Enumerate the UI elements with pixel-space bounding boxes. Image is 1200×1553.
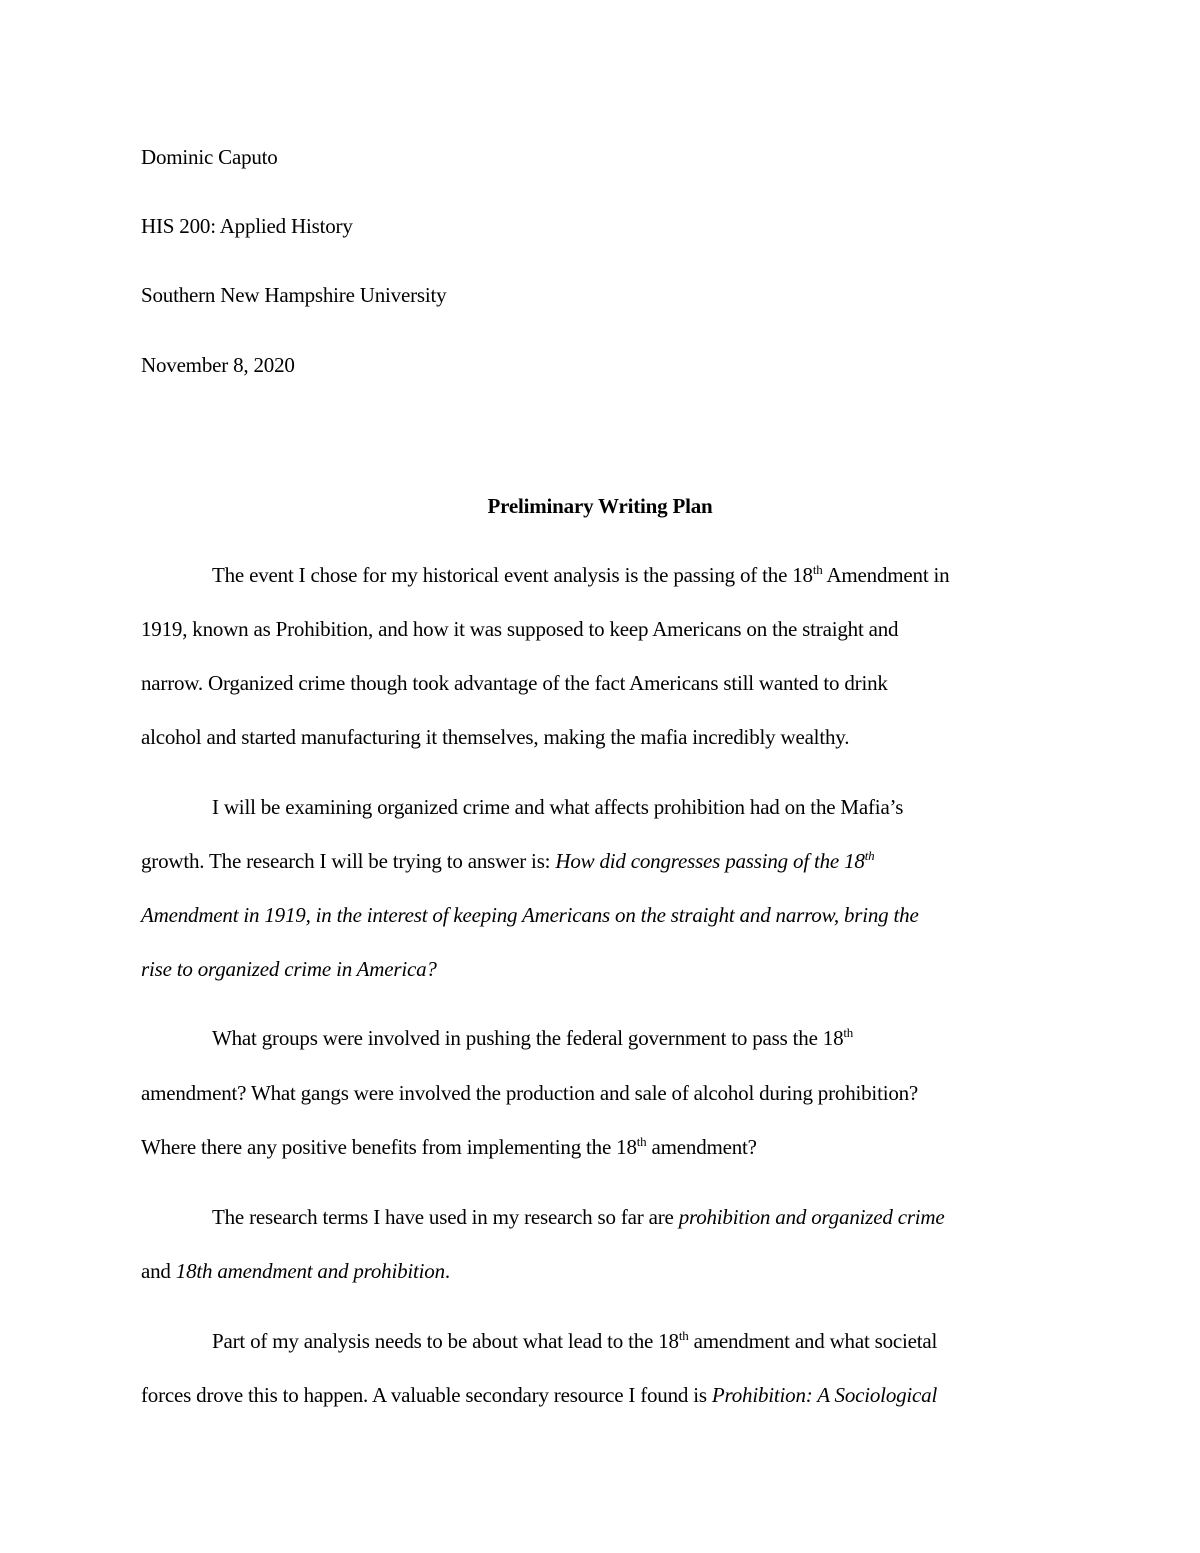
paragraph-5-line-1 (212, 1328, 938, 1353)
school-name: Southern New Hampshire University (141, 283, 447, 307)
text-run: Where there any positive benefits from implementing the 18 (141, 1135, 637, 1159)
superscript-italic: th (864, 848, 875, 863)
paragraph-2-line-4 (141, 959, 437, 980)
research-question: Amendment in 1919, in the interest of keeping Americans on the straight and narrow, bring the (141, 903, 919, 927)
paragraph-1-line-1 (212, 562, 950, 587)
paragraph-3-line-2: amendment? What gangs were involved the production and sale of alcohol during prohibition? (141, 1081, 919, 1105)
text-run: growth. The research I will be trying to answer is: (141, 849, 556, 873)
text-run: The research terms I have used in my research so far are (212, 1205, 679, 1229)
paragraph-1-line-3: narrow. Organized crime though took advantage of the fact Americans still wanted to drink (141, 671, 888, 695)
search-term: prohibition and organized crime (678, 1205, 945, 1229)
paragraph-3-line-1 (212, 1025, 854, 1050)
research-question: rise to organized crime in America? (141, 957, 437, 981)
search-term: 18th amendment and prohibition (175, 1259, 445, 1283)
paragraph-1-line-4: alcohol and started manufacturing it themselves, making the mafia incredibly wealthy. (141, 725, 850, 749)
paragraph-1-line-2: 1919, known as Prohibition, and how it was supposed to keep Americans on the straight and (141, 617, 899, 641)
text-run: and (141, 1259, 176, 1283)
paragraph-2-line-3 (141, 905, 919, 926)
text-run: The event I chose for my historical event analysis is the passing of the 18 (212, 563, 813, 587)
text-run: forces drove this to happen. A valuable secondary resource I found is (141, 1383, 712, 1407)
paragraph-4-line-1 (212, 1207, 945, 1228)
superscript (865, 848, 875, 863)
text-run: Amendment in (822, 563, 950, 587)
text-run: amendment and what societal (688, 1329, 938, 1353)
author-name: Dominic Caputo (141, 145, 278, 169)
text-run: Part of my analysis needs to be about what lead to the 18 (212, 1329, 679, 1353)
document-title: Preliminary Writing Plan (487, 494, 713, 518)
superscript: th (678, 1328, 689, 1343)
research-question: How did congresses passing of the 18 (555, 849, 865, 873)
paragraph-2-line-1: I will be examining organized crime and what affects prohibition had on the Mafia’s (212, 795, 904, 819)
paragraph-2-line-2 (141, 848, 875, 873)
paragraph-4-line-2 (141, 1261, 450, 1282)
paragraph-5-line-2 (141, 1385, 937, 1406)
text-run: amendment? (646, 1135, 757, 1159)
text-run: What groups were involved in pushing the federal government to pass the 18 (212, 1026, 844, 1050)
superscript: th (843, 1025, 854, 1040)
text-run: . (444, 1259, 450, 1283)
paragraph-3-line-3 (141, 1134, 757, 1159)
superscript: th (636, 1134, 647, 1149)
course-name: HIS 200: Applied History (141, 214, 353, 238)
superscript: th (812, 562, 823, 577)
source-title: Prohibition: A Sociological (711, 1383, 938, 1407)
document-date: November 8, 2020 (141, 353, 295, 377)
